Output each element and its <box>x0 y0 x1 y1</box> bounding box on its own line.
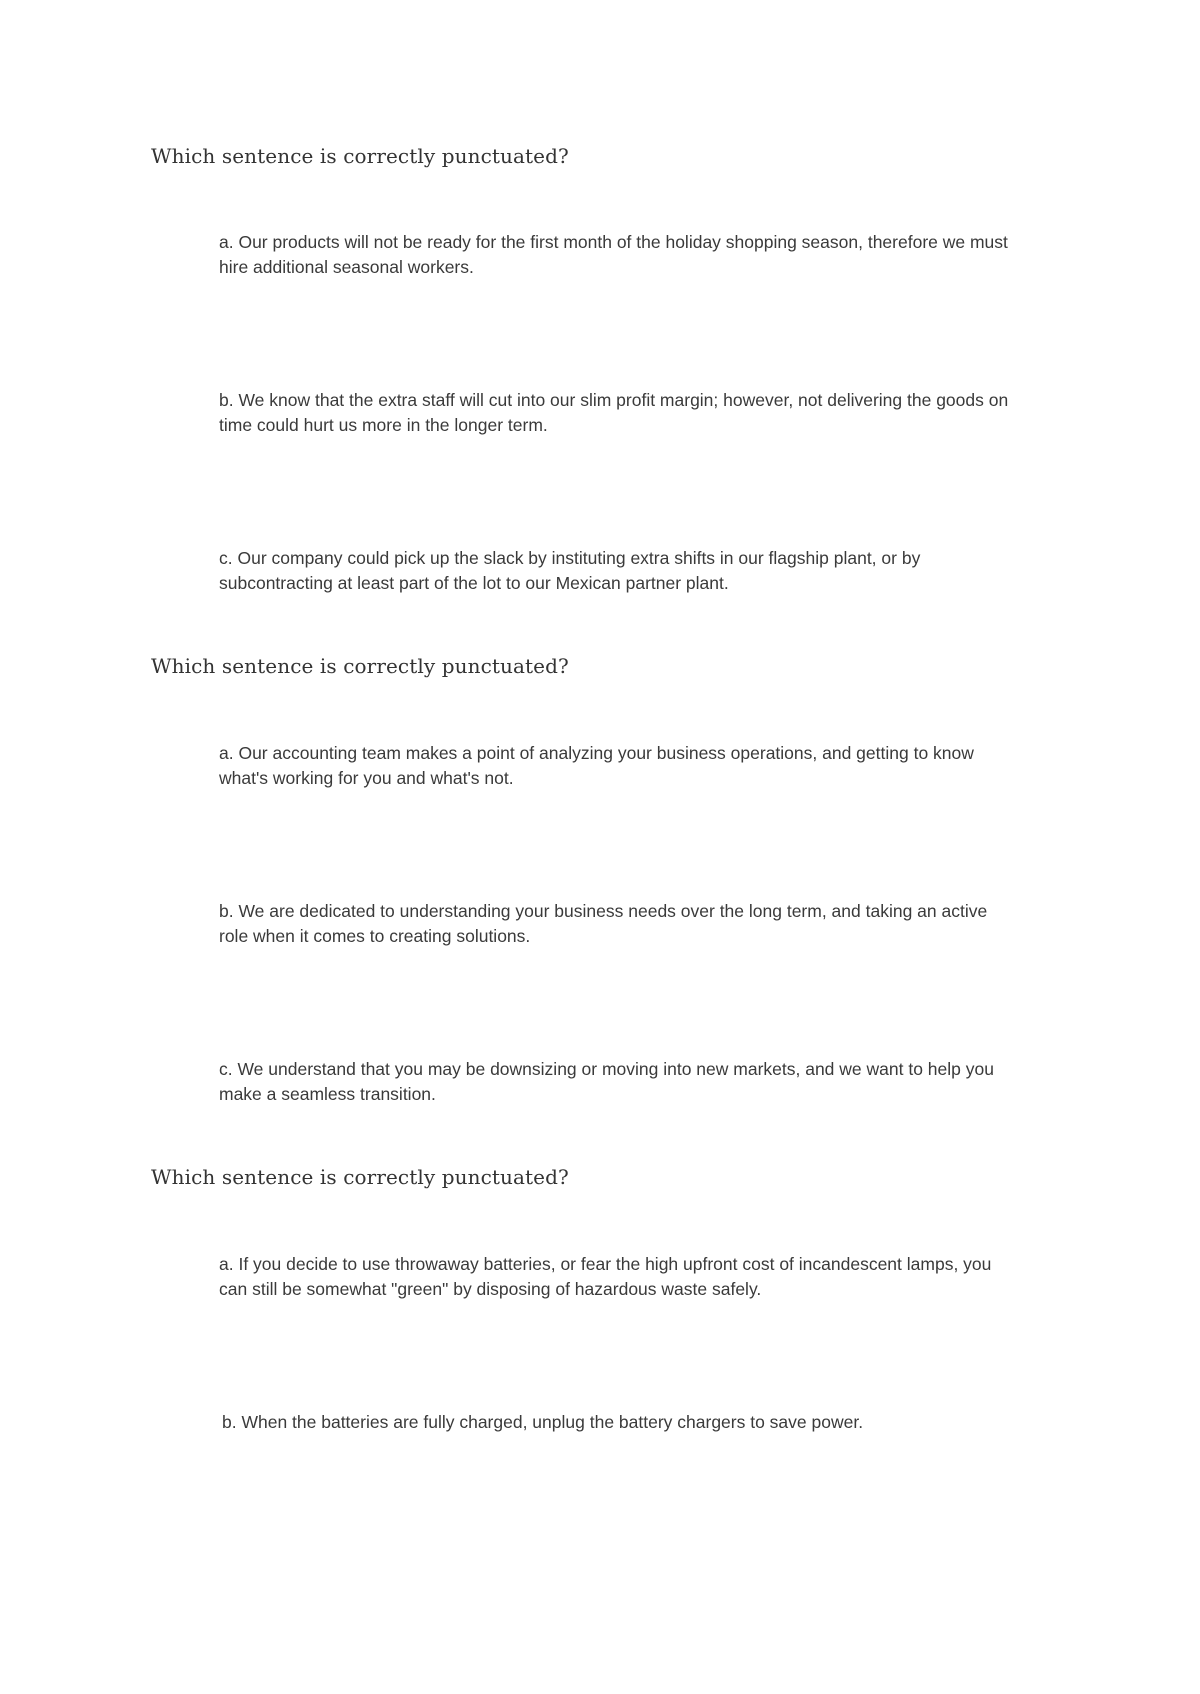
answer-option-b: b. We know that the extra staff will cut into our slim profit margin; however, not delivering the goods on time could hurt us more in the longer term. <box>219 390 1009 435</box>
question-prompt: Which sentence is correctly punctuated? <box>151 1165 569 1189</box>
answer-option-b: b. When the batteries are fully charged, unplug the battery chargers to save power. <box>222 1412 864 1432</box>
question-prompt: Which sentence is correctly punctuated? <box>151 144 569 168</box>
question-prompt: Which sentence is correctly punctuated? <box>151 654 569 678</box>
answer-option-c: c. Our company could pick up the slack by instituting extra shifts in our flagship plant, or by subcontracting at least part of the lot to our Mexican partner plant. <box>219 548 921 593</box>
answer-option-a: a. Our products will not be ready for the first month of the holiday shopping season, therefore we must hire additional seasonal workers. <box>219 232 1008 277</box>
answer-option-a: a. If you decide to use throwaway batteries, or fear the high upfront cost of incandescent lamps, you can still be somewhat "green" by disposing of hazardous waste safely. <box>219 1254 992 1299</box>
answer-option-a: a. Our accounting team makes a point of analyzing your business operations, and getting to know what's working for you and what's not. <box>219 743 974 788</box>
answer-option-c: c. We understand that you may be downsizing or moving into new markets, and we want to help you make a seamless transition. <box>219 1059 994 1104</box>
answer-option-b: b. We are dedicated to understanding your business needs over the long term, and taking an active role when it comes to creating solutions. <box>219 901 988 946</box>
